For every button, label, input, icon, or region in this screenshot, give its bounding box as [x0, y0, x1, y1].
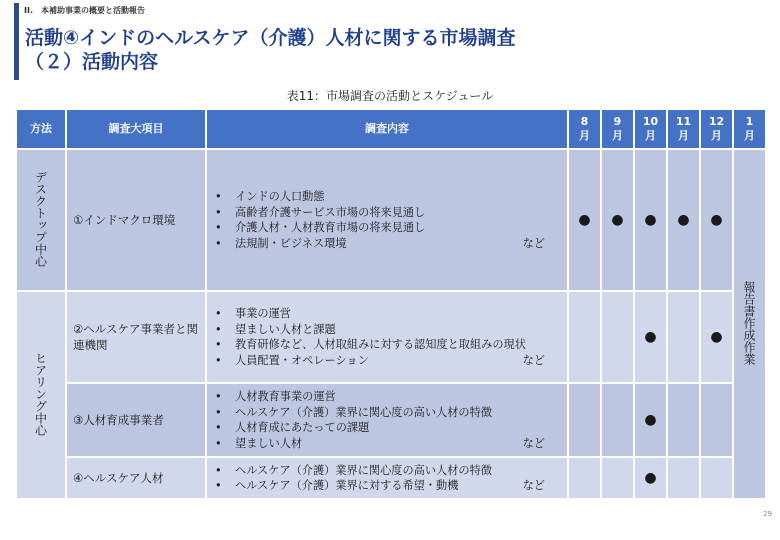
schedule-cell-nov — [667, 291, 700, 383]
category-cell: ③人材育成事業者 — [66, 383, 206, 457]
schedule-cell-sep — [601, 457, 634, 499]
schedule-cell-dec — [700, 383, 733, 457]
list-item: • インドの人口動態 — [207, 189, 567, 205]
list-item: • ヘルスケア（介護）業界に対する希望・動機 など — [207, 478, 567, 494]
schedule-dot-dec: ● — [700, 149, 733, 291]
schedule-cell-sep — [601, 383, 634, 457]
report-cell: 報告書作成作業 — [733, 149, 766, 499]
list-item: • 望ましい人材と課題 — [207, 322, 567, 338]
header-month-aug: 8月 — [568, 109, 601, 149]
list-item: • ヘルスケア（介護）業界に関心度の高い人材の特徴 — [207, 463, 567, 479]
schedule-dot-aug: ● — [568, 149, 601, 291]
table-row — [16, 457, 766, 499]
title-line-2: （２）活動内容 — [25, 51, 159, 73]
header-month-oct: 10月 — [634, 109, 667, 149]
list-item: • 介護人材・人材教育市場の将来見通し — [207, 220, 567, 236]
schedule-cell-nov — [667, 457, 700, 499]
content-cell — [206, 149, 568, 291]
header-category: 調査大項目 — [66, 109, 206, 149]
list-item: • 教育研修など、人材取組みに対する認知度と取組みの現状 — [207, 337, 567, 353]
schedule-cell-nov — [667, 383, 700, 457]
schedule-dot-dec: ● — [700, 291, 733, 383]
header-month-jan: 1月 — [733, 109, 766, 149]
table-row — [16, 383, 766, 457]
list-item: • ヘルスケア（介護）業界に関心度の高い人材の特徴 — [207, 405, 567, 421]
list-item: • 望ましい人材 など — [207, 436, 567, 452]
list-item: • 高齢者介護サービス市場の将来見通し — [207, 205, 567, 221]
content-cell — [206, 291, 568, 383]
header-method: 方法 — [16, 109, 66, 149]
list-item: • 人材育成にあたっての課題 — [207, 420, 567, 436]
list-item: • 事業の運営 — [207, 306, 567, 322]
schedule-dot-oct: ● — [634, 149, 667, 291]
schedule-dot-sep: ● — [601, 149, 634, 291]
table-caption: 表11：市場調査の活動とスケジュール — [286, 89, 494, 103]
list-item: • 法規制・ビジネス環境 など — [207, 236, 567, 252]
schedule-dot-oct: ● — [634, 457, 667, 499]
schedule-table — [15, 108, 767, 500]
method-hearing: ヒアリング中心 — [16, 291, 66, 499]
page-number: 29 — [763, 510, 772, 518]
schedule-dot-oct: ● — [634, 291, 667, 383]
header-content: 調査内容 — [206, 109, 568, 149]
schedule-cell-dec — [700, 457, 733, 499]
category-cell: ②ヘルスケア事業者と関連機関 — [66, 291, 206, 383]
header-month-nov: 11月 — [667, 109, 700, 149]
schedule-cell-aug — [568, 457, 601, 499]
title-accent-bar — [14, 3, 19, 80]
schedule-dot-nov: ● — [667, 149, 700, 291]
table-header-row — [16, 109, 766, 149]
method-desktop: デスクトップ中心 — [16, 149, 66, 291]
title-line-1: 活動④インドのヘルスケア（介護）人材に関する市場調査 — [25, 27, 516, 49]
header-month-dec: 12月 — [700, 109, 733, 149]
section-label: II. 本補助事業の概要と活動報告 — [24, 6, 145, 15]
category-cell: ④ヘルスケア人材 — [66, 457, 206, 499]
list-item: • 人員配置・オペレーション など — [207, 353, 567, 369]
schedule-cell-aug — [568, 383, 601, 457]
page-title — [25, 26, 516, 74]
list-item: • 人材教育事業の運営 — [207, 389, 567, 405]
header-month-sep: 9月 — [601, 109, 634, 149]
content-cell — [206, 383, 568, 457]
schedule-cell-aug — [568, 291, 601, 383]
table-row — [16, 149, 766, 291]
schedule-cell-sep — [601, 291, 634, 383]
category-cell: ①インドマクロ環境 — [66, 149, 206, 291]
content-cell — [206, 457, 568, 499]
schedule-dot-oct: ● — [634, 383, 667, 457]
table-row — [16, 291, 766, 383]
